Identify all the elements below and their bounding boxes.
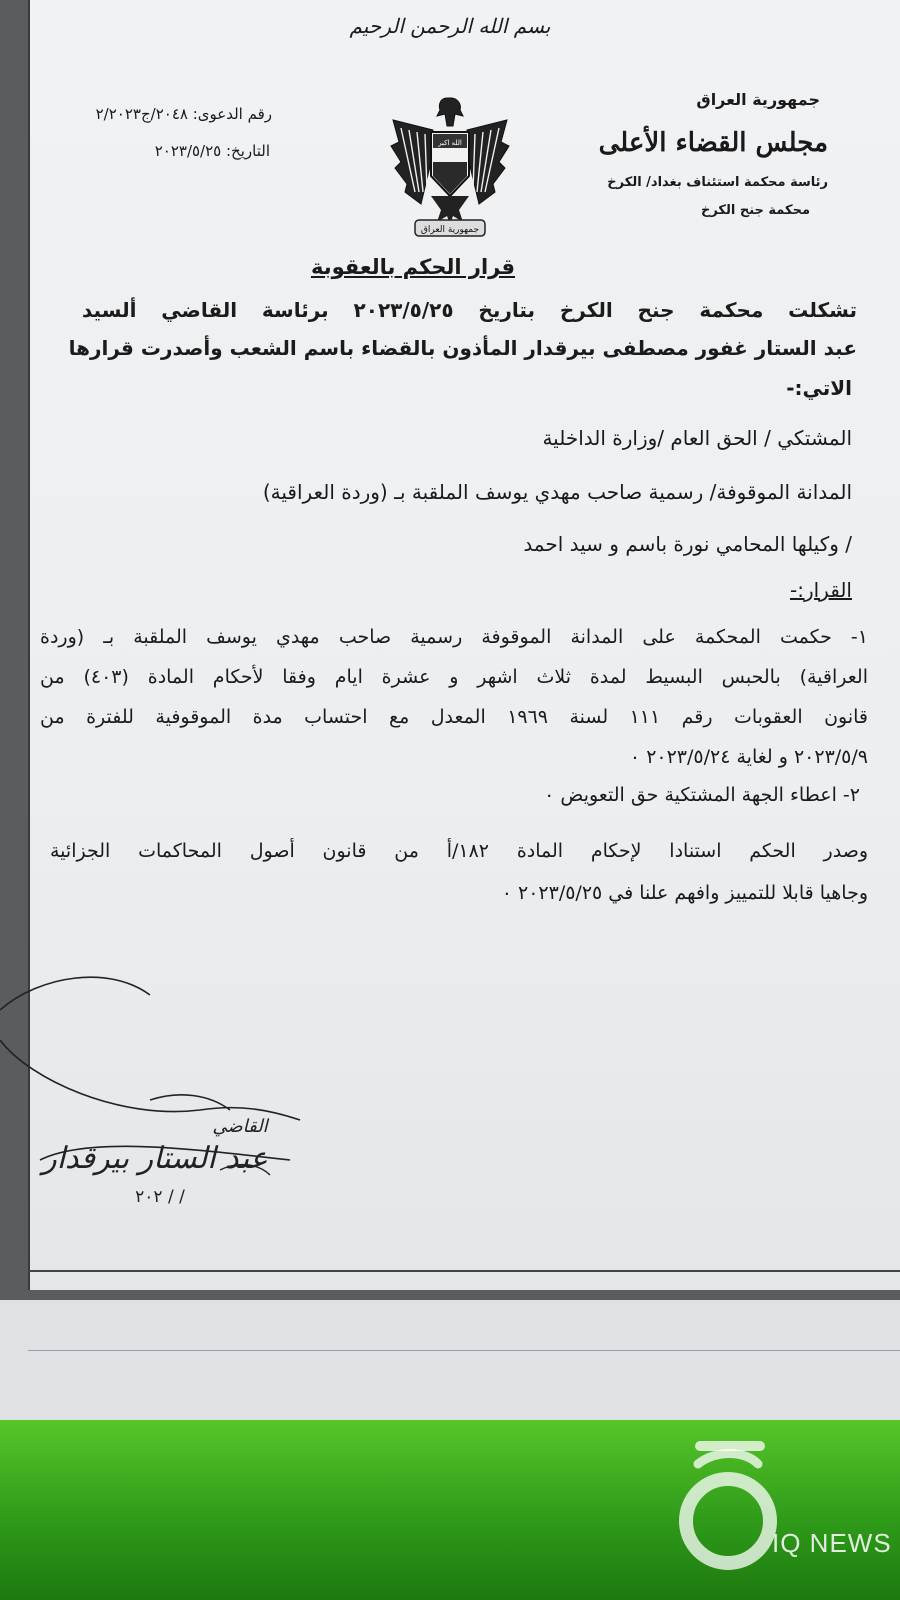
decision-line-1: ١- حكمت المحكمة على المدانة الموقوفة رسمية صاحب مهدي يوسف الملقبة بـ (وردة xyxy=(40,626,868,648)
signature-role: القاضي xyxy=(212,1116,268,1137)
watermark-text: IQ NEWS xyxy=(772,1528,892,1558)
case-date: التاريخ: ٢٠٢٣/٥/٢٥ xyxy=(154,142,270,160)
basmala: بسم الله الرحمن الرحيم xyxy=(349,14,551,38)
iq-news-logo-icon xyxy=(660,1436,790,1576)
lawyer-line: / وكيلها المحامي نورة باسم و سيد احمد xyxy=(523,532,852,556)
decision-line-2: العراقية) بالحبس البسيط لمدة ثلاث اشهر و عشرة ايام وفقا لأحكام المادة (٤٠٣) من xyxy=(40,666,868,688)
appeal-presidency: رئاسة محكمة استئناف بغداد/ الكرخ xyxy=(607,175,828,190)
iraq-eagle-emblem xyxy=(385,92,515,242)
decision-line-3: قانون العقوبات رقم ١١١ لسنة ١٩٦٩ المعدل مع احتساب مدة الموقوفية للفترة من xyxy=(40,706,868,728)
closing-line-2: وجاهيا قابلا للتمييز وافهم علنا في ٢٠٢٣/٥/٢٥ ٠ xyxy=(501,882,868,904)
court-name: محكمة جنح الكرخ xyxy=(700,203,810,218)
case-number: رقم الدعوى: ٢٠٤٨/ج٢/٢٠٢٣ xyxy=(95,105,272,123)
emblem-scroll-text: جمهورية العراق xyxy=(420,225,480,235)
plaintiff-line: المشتكي / الحق العام /وزارة الداخلية xyxy=(542,426,852,450)
decision-heading: القرار:- xyxy=(790,578,852,602)
signature-name: عبد الستار بيرقدار xyxy=(42,1141,268,1176)
lower-sheet-rule xyxy=(28,1350,900,1351)
judge-signature xyxy=(0,970,340,1230)
signature-date: ٢٠٢ / / xyxy=(135,1187,185,1207)
closing-line-1: وصدر الحكم استنادا لإحكام المادة ١٨٢/أ من قانون أصول المحاكمات الجزائية xyxy=(50,840,869,862)
republic-label: جمهورية العراق xyxy=(696,90,820,109)
intro-line-2: عبد الستار غفور مصطفى بيرقدار المأذون بالقضاء باسم الشعب وأصدرت قرارها xyxy=(68,336,857,360)
decision-line-4: ٢٠٢٣/٥/٩ و لغاية ٢٠٢٣/٥/٢٤ ٠ xyxy=(629,746,868,768)
document-title: قرار الحكم بالعقوبة xyxy=(310,255,515,279)
intro-line-3: الاتي:- xyxy=(786,376,852,400)
defendant-line: المدانة الموقوفة/ رسمية صاحب مهدي يوسف الملقبة بـ (وردة العراقية) xyxy=(262,480,852,504)
decision-line-5: ٢- اعطاء الجهة المشتكية حق التعويض ٠ xyxy=(544,784,860,806)
intro-line-1: تشكلت محكمة جنح الكرخ بتاريخ ٢٠٢٣/٥/٢٥ برئاسة القاضي ألسيد xyxy=(82,298,858,322)
page-bottom-rule xyxy=(28,1270,900,1272)
emblem-motto: الله اكبر xyxy=(438,139,462,147)
council-title: مجلس القضاء الأعلى xyxy=(598,128,828,158)
